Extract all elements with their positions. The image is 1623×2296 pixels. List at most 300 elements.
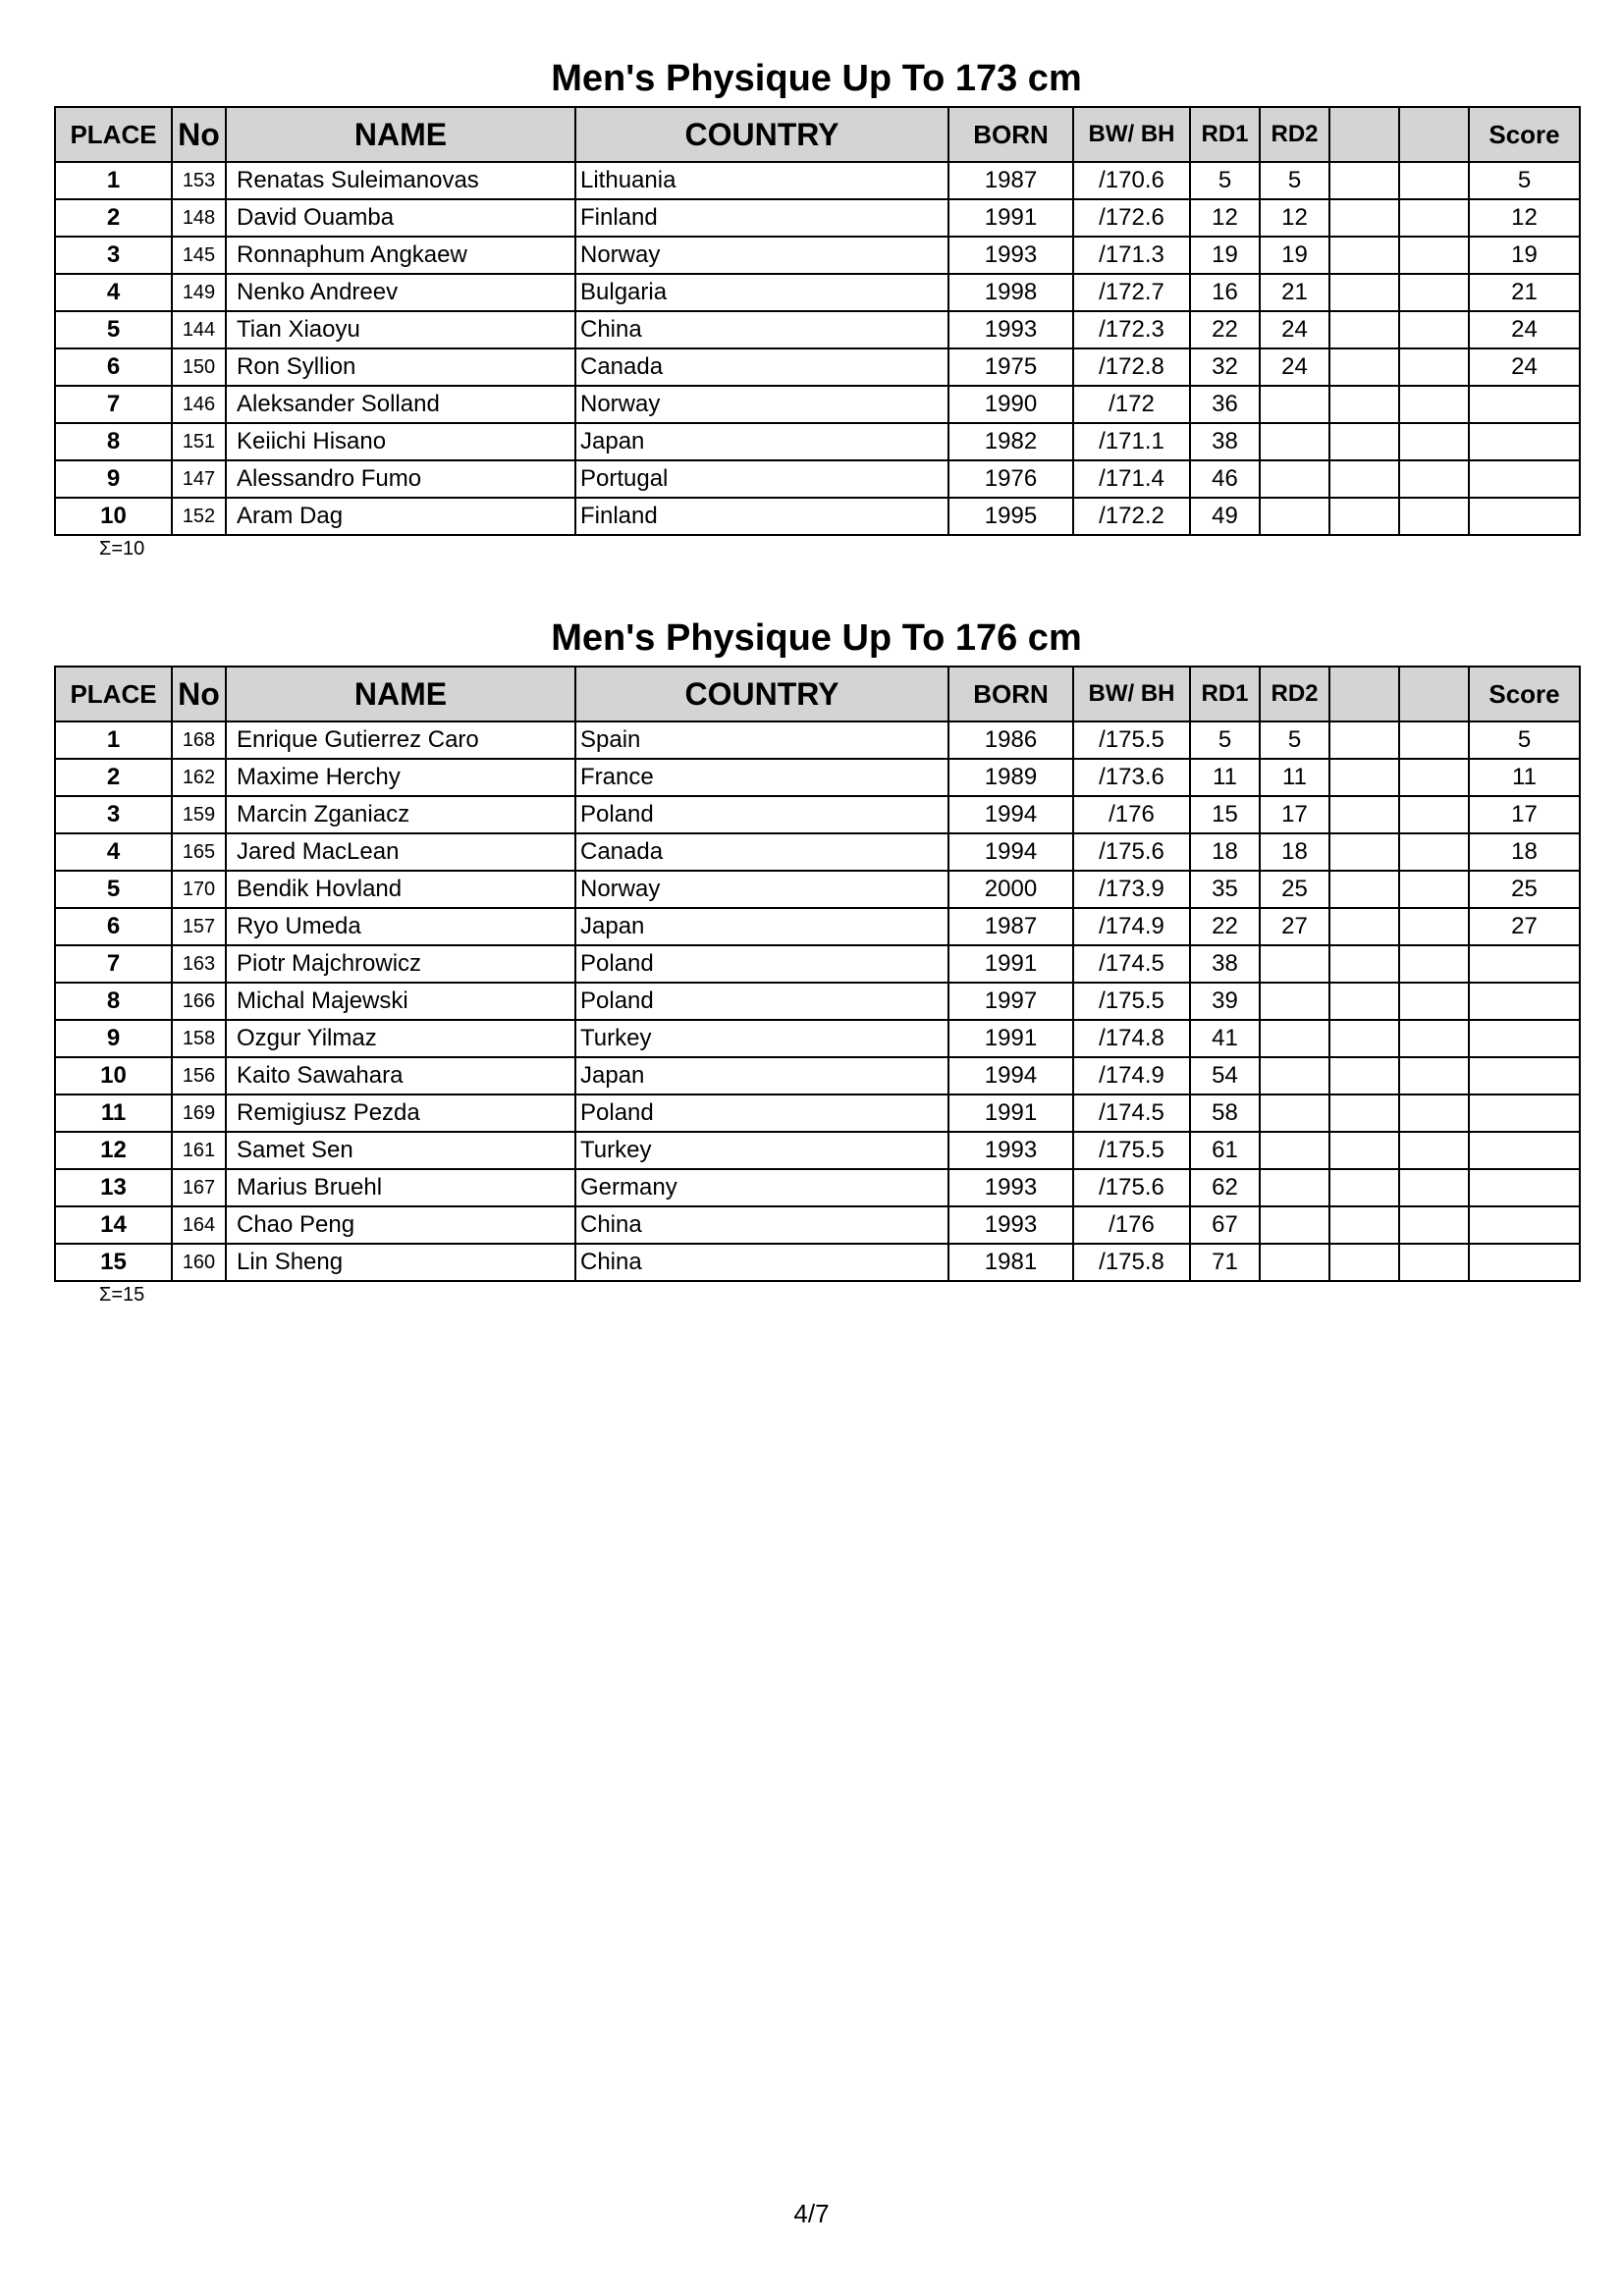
cell-blank-2 xyxy=(1399,1057,1469,1095)
cell-name: Tian Xiaoyu xyxy=(226,311,575,348)
cell-born: 1981 xyxy=(948,1244,1073,1281)
table-row xyxy=(55,162,1580,199)
cell-score: 21 xyxy=(1469,274,1580,311)
cell-bw-bh: /174.9 xyxy=(1073,1057,1190,1095)
cell-rd2 xyxy=(1260,945,1329,983)
cell-name: Alessandro Fumo xyxy=(226,460,575,498)
cell-competitor-no: 170 xyxy=(172,871,226,908)
cell-score: 17 xyxy=(1469,796,1580,833)
col-header-no: No xyxy=(172,107,226,162)
cell-blank-2 xyxy=(1399,908,1469,945)
table-row xyxy=(55,423,1580,460)
cell-blank-2 xyxy=(1399,386,1469,423)
cell-rd1: 35 xyxy=(1190,871,1260,908)
cell-blank-1 xyxy=(1329,1132,1399,1169)
col-header-name: NAME xyxy=(226,107,575,162)
table-row xyxy=(55,796,1580,833)
cell-rd1: 12 xyxy=(1190,199,1260,237)
cell-blank-1 xyxy=(1329,162,1399,199)
cell-score xyxy=(1469,1095,1580,1132)
cell-blank-1 xyxy=(1329,237,1399,274)
cell-country: Canada xyxy=(575,348,948,386)
cell-bw-bh: /176 xyxy=(1073,796,1190,833)
cell-born: 1998 xyxy=(948,274,1073,311)
cell-rd2 xyxy=(1260,498,1329,535)
cell-country: Japan xyxy=(575,1057,948,1095)
cell-name: David Ouamba xyxy=(226,199,575,237)
cell-score: 24 xyxy=(1469,311,1580,348)
cell-bw-bh: /174.5 xyxy=(1073,1095,1190,1132)
cell-rd2 xyxy=(1260,1095,1329,1132)
cell-born: 2000 xyxy=(948,871,1073,908)
col-header-score: Score xyxy=(1469,107,1580,162)
cell-score xyxy=(1469,423,1580,460)
page-number: 4/7 xyxy=(793,2199,830,2228)
cell-blank-1 xyxy=(1329,1095,1399,1132)
table-row xyxy=(55,1206,1580,1244)
cell-born: 1987 xyxy=(948,908,1073,945)
cell-blank-1 xyxy=(1329,833,1399,871)
cell-rd2: 27 xyxy=(1260,908,1329,945)
cell-country: Turkey xyxy=(575,1132,948,1169)
cell-blank-1 xyxy=(1329,759,1399,796)
table-row xyxy=(55,199,1580,237)
cell-name: Remigiusz Pezda xyxy=(226,1095,575,1132)
cell-competitor-no: 165 xyxy=(172,833,226,871)
cell-bw-bh: /171.3 xyxy=(1073,237,1190,274)
cell-rd1: 11 xyxy=(1190,759,1260,796)
cell-rd2 xyxy=(1260,1020,1329,1057)
cell-rd2: 25 xyxy=(1260,871,1329,908)
cell-bw-bh: /173.9 xyxy=(1073,871,1190,908)
cell-rd1: 5 xyxy=(1190,162,1260,199)
cell-place: 9 xyxy=(55,1020,172,1057)
cell-name: Chao Peng xyxy=(226,1206,575,1244)
cell-bw-bh: /172.2 xyxy=(1073,498,1190,535)
cell-competitor-no: 151 xyxy=(172,423,226,460)
cell-score xyxy=(1469,1169,1580,1206)
cell-competitor-no: 147 xyxy=(172,460,226,498)
cell-country: Portugal xyxy=(575,460,948,498)
cell-competitor-no: 161 xyxy=(172,1132,226,1169)
cell-country: Lithuania xyxy=(575,162,948,199)
cell-rd2: 19 xyxy=(1260,237,1329,274)
cell-born: 1993 xyxy=(948,237,1073,274)
cell-blank-1 xyxy=(1329,1169,1399,1206)
col-header-no: No xyxy=(172,667,226,721)
cell-blank-1 xyxy=(1329,1244,1399,1281)
cell-country: China xyxy=(575,1206,948,1244)
cell-country: China xyxy=(575,311,948,348)
cell-rd1: 41 xyxy=(1190,1020,1260,1057)
table-row xyxy=(55,1020,1580,1057)
cell-bw-bh: /172.8 xyxy=(1073,348,1190,386)
cell-blank-2 xyxy=(1399,162,1469,199)
cell-place: 14 xyxy=(55,1206,172,1244)
cell-score xyxy=(1469,1020,1580,1057)
section-title: Men's Physique Up To 176 cm xyxy=(551,617,1082,659)
cell-blank-1 xyxy=(1329,1020,1399,1057)
cell-name: Piotr Majchrowicz xyxy=(226,945,575,983)
cell-country: Japan xyxy=(575,423,948,460)
cell-name: Lin Sheng xyxy=(226,1244,575,1281)
cell-bw-bh: /172.6 xyxy=(1073,199,1190,237)
cell-born: 1994 xyxy=(948,796,1073,833)
cell-bw-bh: /175.5 xyxy=(1073,983,1190,1020)
cell-score: 12 xyxy=(1469,199,1580,237)
cell-score xyxy=(1469,1132,1580,1169)
cell-rd2 xyxy=(1260,1057,1329,1095)
cell-blank-1 xyxy=(1329,498,1399,535)
cell-bw-bh: /175.6 xyxy=(1073,833,1190,871)
cell-born: 1989 xyxy=(948,759,1073,796)
cell-competitor-no: 146 xyxy=(172,386,226,423)
cell-place: 6 xyxy=(55,348,172,386)
cell-rd1: 61 xyxy=(1190,1132,1260,1169)
cell-blank-1 xyxy=(1329,348,1399,386)
cell-score xyxy=(1469,460,1580,498)
cell-competitor-no: 169 xyxy=(172,1095,226,1132)
cell-rd1: 18 xyxy=(1190,833,1260,871)
cell-rd2: 5 xyxy=(1260,721,1329,759)
cell-score: 11 xyxy=(1469,759,1580,796)
table-row xyxy=(55,1057,1580,1095)
cell-blank-2 xyxy=(1399,721,1469,759)
table-header-row xyxy=(55,107,1580,162)
cell-score: 19 xyxy=(1469,237,1580,274)
results-table xyxy=(54,666,1581,1282)
cell-blank-2 xyxy=(1399,983,1469,1020)
cell-country: Finland xyxy=(575,498,948,535)
col-header-bw-bh: BW/ BH xyxy=(1073,667,1190,721)
cell-rd1: 38 xyxy=(1190,945,1260,983)
cell-name: Samet Sen xyxy=(226,1132,575,1169)
cell-blank-1 xyxy=(1329,908,1399,945)
table-row xyxy=(55,833,1580,871)
cell-score: 25 xyxy=(1469,871,1580,908)
cell-bw-bh: /173.6 xyxy=(1073,759,1190,796)
cell-place: 12 xyxy=(55,1132,172,1169)
cell-bw-bh: /174.9 xyxy=(1073,908,1190,945)
cell-competitor-no: 164 xyxy=(172,1206,226,1244)
cell-score: 24 xyxy=(1469,348,1580,386)
cell-competitor-no: 166 xyxy=(172,983,226,1020)
col-header-name: NAME xyxy=(226,667,575,721)
cell-rd2: 5 xyxy=(1260,162,1329,199)
cell-country: Turkey xyxy=(575,1020,948,1057)
cell-score xyxy=(1469,945,1580,983)
cell-place: 4 xyxy=(55,833,172,871)
cell-place: 4 xyxy=(55,274,172,311)
cell-born: 1987 xyxy=(948,162,1073,199)
cell-born: 1993 xyxy=(948,1206,1073,1244)
table-row xyxy=(55,945,1580,983)
cell-blank-2 xyxy=(1399,1020,1469,1057)
cell-blank-2 xyxy=(1399,498,1469,535)
col-header-born: BORN xyxy=(948,107,1073,162)
col-header-country: COUNTRY xyxy=(575,107,948,162)
table-row xyxy=(55,721,1580,759)
cell-place: 11 xyxy=(55,1095,172,1132)
cell-rd2 xyxy=(1260,1169,1329,1206)
cell-place: 1 xyxy=(55,162,172,199)
col-header-blank-2 xyxy=(1399,107,1469,162)
cell-blank-1 xyxy=(1329,1206,1399,1244)
cell-competitor-no: 168 xyxy=(172,721,226,759)
cell-blank-1 xyxy=(1329,311,1399,348)
cell-blank-2 xyxy=(1399,274,1469,311)
cell-born: 1975 xyxy=(948,348,1073,386)
cell-place: 5 xyxy=(55,871,172,908)
cell-score xyxy=(1469,1057,1580,1095)
cell-place: 6 xyxy=(55,908,172,945)
cell-score xyxy=(1469,1244,1580,1281)
results-table xyxy=(54,106,1581,536)
cell-rd1: 36 xyxy=(1190,386,1260,423)
cell-blank-2 xyxy=(1399,833,1469,871)
cell-country: Poland xyxy=(575,983,948,1020)
cell-born: 1994 xyxy=(948,1057,1073,1095)
table-row xyxy=(55,759,1580,796)
competitor-count: Σ=10 xyxy=(99,538,145,560)
cell-name: Renatas Suleimanovas xyxy=(226,162,575,199)
cell-score: 5 xyxy=(1469,162,1580,199)
cell-born: 1991 xyxy=(948,1095,1073,1132)
cell-rd1: 16 xyxy=(1190,274,1260,311)
cell-rd1: 15 xyxy=(1190,796,1260,833)
cell-rd1: 49 xyxy=(1190,498,1260,535)
cell-blank-2 xyxy=(1399,1206,1469,1244)
cell-name: Bendik Hovland xyxy=(226,871,575,908)
results-section-176 xyxy=(54,611,1579,1308)
cell-blank-1 xyxy=(1329,386,1399,423)
cell-competitor-no: 162 xyxy=(172,759,226,796)
cell-blank-2 xyxy=(1399,311,1469,348)
cell-score xyxy=(1469,1206,1580,1244)
cell-bw-bh: /175.6 xyxy=(1073,1169,1190,1206)
cell-place: 13 xyxy=(55,1169,172,1206)
cell-country: Norway xyxy=(575,237,948,274)
cell-bw-bh: /175.5 xyxy=(1073,1132,1190,1169)
cell-blank-1 xyxy=(1329,983,1399,1020)
cell-name: Michal Majewski xyxy=(226,983,575,1020)
cell-blank-1 xyxy=(1329,871,1399,908)
cell-country: Canada xyxy=(575,833,948,871)
col-header-place: PLACE xyxy=(55,667,172,721)
table-row xyxy=(55,1244,1580,1281)
cell-born: 1993 xyxy=(948,1169,1073,1206)
cell-blank-2 xyxy=(1399,796,1469,833)
cell-rd2 xyxy=(1260,460,1329,498)
cell-blank-1 xyxy=(1329,721,1399,759)
col-header-rd1: RD1 xyxy=(1190,667,1260,721)
cell-rd2 xyxy=(1260,386,1329,423)
cell-bw-bh: /170.6 xyxy=(1073,162,1190,199)
cell-score: 5 xyxy=(1469,721,1580,759)
cell-country: Poland xyxy=(575,945,948,983)
col-header-score: Score xyxy=(1469,667,1580,721)
cell-name: Ron Syllion xyxy=(226,348,575,386)
cell-country: Poland xyxy=(575,796,948,833)
cell-rd2 xyxy=(1260,423,1329,460)
cell-name: Nenko Andreev xyxy=(226,274,575,311)
cell-name: Kaito Sawahara xyxy=(226,1057,575,1095)
cell-born: 1990 xyxy=(948,386,1073,423)
cell-name: Marius Bruehl xyxy=(226,1169,575,1206)
cell-competitor-no: 153 xyxy=(172,162,226,199)
cell-name: Keiichi Hisano xyxy=(226,423,575,460)
cell-bw-bh: /172 xyxy=(1073,386,1190,423)
cell-rd1: 38 xyxy=(1190,423,1260,460)
cell-country: Spain xyxy=(575,721,948,759)
cell-blank-1 xyxy=(1329,274,1399,311)
cell-name: Jared MacLean xyxy=(226,833,575,871)
cell-country: Japan xyxy=(575,908,948,945)
section-title: Men's Physique Up To 173 cm xyxy=(551,58,1082,99)
cell-born: 1982 xyxy=(948,423,1073,460)
cell-born: 1991 xyxy=(948,199,1073,237)
col-header-rd2: RD2 xyxy=(1260,667,1329,721)
table-row xyxy=(55,1095,1580,1132)
cell-name: Enrique Gutierrez Caro xyxy=(226,721,575,759)
cell-place: 7 xyxy=(55,945,172,983)
cell-country: Bulgaria xyxy=(575,274,948,311)
table-row xyxy=(55,237,1580,274)
table-row xyxy=(55,498,1580,535)
table-row xyxy=(55,348,1580,386)
cell-rd1: 39 xyxy=(1190,983,1260,1020)
cell-blank-2 xyxy=(1399,423,1469,460)
col-header-blank-1 xyxy=(1329,667,1399,721)
cell-born: 1993 xyxy=(948,1132,1073,1169)
col-header-rd2: RD2 xyxy=(1260,107,1329,162)
table-header-row xyxy=(55,667,1580,721)
cell-name: Aram Dag xyxy=(226,498,575,535)
cell-born: 1991 xyxy=(948,945,1073,983)
cell-born: 1976 xyxy=(948,460,1073,498)
cell-born: 1995 xyxy=(948,498,1073,535)
cell-name: Ozgur Yilmaz xyxy=(226,1020,575,1057)
cell-score xyxy=(1469,386,1580,423)
cell-competitor-no: 163 xyxy=(172,945,226,983)
cell-blank-1 xyxy=(1329,1057,1399,1095)
cell-competitor-no: 159 xyxy=(172,796,226,833)
cell-born: 1997 xyxy=(948,983,1073,1020)
cell-rd2: 18 xyxy=(1260,833,1329,871)
col-header-place: PLACE xyxy=(55,107,172,162)
cell-name: Aleksander Solland xyxy=(226,386,575,423)
cell-place: 3 xyxy=(55,796,172,833)
cell-rd2: 11 xyxy=(1260,759,1329,796)
cell-competitor-no: 149 xyxy=(172,274,226,311)
col-header-blank-2 xyxy=(1399,667,1469,721)
cell-rd1: 62 xyxy=(1190,1169,1260,1206)
cell-blank-2 xyxy=(1399,348,1469,386)
cell-born: 1991 xyxy=(948,1020,1073,1057)
table-row xyxy=(55,1132,1580,1169)
cell-blank-2 xyxy=(1399,460,1469,498)
results-section-173 xyxy=(54,51,1579,561)
cell-rd1: 5 xyxy=(1190,721,1260,759)
cell-place: 5 xyxy=(55,311,172,348)
cell-rd2 xyxy=(1260,983,1329,1020)
cell-country: Norway xyxy=(575,871,948,908)
cell-blank-1 xyxy=(1329,423,1399,460)
cell-blank-1 xyxy=(1329,945,1399,983)
cell-competitor-no: 158 xyxy=(172,1020,226,1057)
col-header-blank-1 xyxy=(1329,107,1399,162)
cell-competitor-no: 148 xyxy=(172,199,226,237)
cell-rd1: 58 xyxy=(1190,1095,1260,1132)
cell-bw-bh: /172.3 xyxy=(1073,311,1190,348)
cell-blank-2 xyxy=(1399,237,1469,274)
cell-rd2 xyxy=(1260,1132,1329,1169)
cell-place: 10 xyxy=(55,1057,172,1095)
cell-name: Ronnaphum Angkaew xyxy=(226,237,575,274)
cell-country: China xyxy=(575,1244,948,1281)
table-row xyxy=(55,983,1580,1020)
cell-country: Poland xyxy=(575,1095,948,1132)
cell-rd2: 17 xyxy=(1260,796,1329,833)
cell-competitor-no: 152 xyxy=(172,498,226,535)
cell-competitor-no: 150 xyxy=(172,348,226,386)
cell-blank-2 xyxy=(1399,1132,1469,1169)
cell-blank-2 xyxy=(1399,1244,1469,1281)
cell-place: 9 xyxy=(55,460,172,498)
cell-place: 7 xyxy=(55,386,172,423)
cell-born: 1993 xyxy=(948,311,1073,348)
cell-place: 1 xyxy=(55,721,172,759)
cell-bw-bh: /174.8 xyxy=(1073,1020,1190,1057)
cell-born: 1994 xyxy=(948,833,1073,871)
cell-score xyxy=(1469,983,1580,1020)
cell-blank-2 xyxy=(1399,945,1469,983)
cell-blank-2 xyxy=(1399,1169,1469,1206)
cell-rd2 xyxy=(1260,1206,1329,1244)
cell-competitor-no: 156 xyxy=(172,1057,226,1095)
table-row xyxy=(55,1169,1580,1206)
cell-rd2 xyxy=(1260,1244,1329,1281)
cell-rd1: 22 xyxy=(1190,908,1260,945)
cell-blank-2 xyxy=(1399,759,1469,796)
col-header-born: BORN xyxy=(948,667,1073,721)
cell-country: Germany xyxy=(575,1169,948,1206)
competitor-count: Σ=15 xyxy=(99,1284,145,1306)
cell-blank-2 xyxy=(1399,871,1469,908)
cell-place: 3 xyxy=(55,237,172,274)
table-row xyxy=(55,311,1580,348)
cell-country: Norway xyxy=(575,386,948,423)
table-row xyxy=(55,274,1580,311)
cell-place: 2 xyxy=(55,759,172,796)
cell-rd2: 12 xyxy=(1260,199,1329,237)
cell-rd2: 21 xyxy=(1260,274,1329,311)
cell-bw-bh: /172.7 xyxy=(1073,274,1190,311)
cell-blank-1 xyxy=(1329,199,1399,237)
cell-rd1: 19 xyxy=(1190,237,1260,274)
cell-rd1: 32 xyxy=(1190,348,1260,386)
cell-place: 10 xyxy=(55,498,172,535)
table-row xyxy=(55,460,1580,498)
col-header-bw-bh: BW/ BH xyxy=(1073,107,1190,162)
cell-rd1: 54 xyxy=(1190,1057,1260,1095)
cell-rd1: 46 xyxy=(1190,460,1260,498)
cell-place: 2 xyxy=(55,199,172,237)
cell-competitor-no: 160 xyxy=(172,1244,226,1281)
cell-place: 8 xyxy=(55,423,172,460)
cell-competitor-no: 167 xyxy=(172,1169,226,1206)
table-row xyxy=(55,908,1580,945)
